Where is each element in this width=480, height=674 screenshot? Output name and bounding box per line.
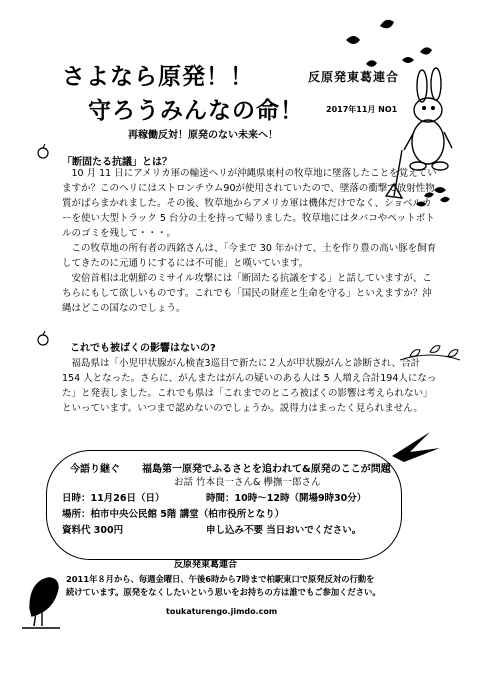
bird-icon [22,578,60,628]
issue-date: 2017年11月 NO1 [326,105,398,114]
website-link[interactable]: toukaturengo.jimdo.com [166,607,278,616]
paragraph: 福島県は「小児甲状腺がん検査3巡目で新たに２人が甲状腺がんと診断され、合計 154 人となった。さらに、がんまたはがんの疑いのある人は 5 人増え合計194人になった」と発表しました。これでも県は「これまでのところ被ばくの影響は考えられない」といっています。いつまで認めないのでしょうか。説得力はまったく見られません。 [62,358,437,414]
paragraph: 安倍首相は北朝鮮のミサイル攻撃には「断固たる抗議をする」と話していますが、こちらにもして欲しいものです。これでも「国民の財産と生命を守る」といえますか？沖縄はどこの国なのでしょう。 [62,273,432,314]
title-line-2: 守ろうみんなの命！ [88,98,304,124]
organization-name: 反原発東葛連合 [308,70,400,84]
event-time: 時間：10時〜12時（開場9時30分） [206,493,367,504]
slogan: 再稼働反対！原発のない未来へ！ [128,130,278,141]
event-fee: 資料代 300円 [62,525,124,536]
footer-line: 2011年８月から、毎週金曜日、午後6時から7時まで柏駅東口で原発反対の行動を [66,574,375,584]
event-title: 福島第一原発でふるさとを追われて&原発のここが問題 [142,464,391,475]
event-title-row [70,460,391,475]
paragraph: 10 月 11 日にアメリカ軍の輸送ヘリが沖縄県東村の牧草地に墜落したことを覚えていますか？このヘリにはストロンチウム90が使用されていたので、墜落の衝撃で放射性物質がばらまかれました。その後、牧草地からアメリカ軍は機体だけでなく、ショベルカーを使い大型トラック 5 台分の土を持って帰りました。牧草地にはタバコやペットボトルのゴミを残して・・・。 [62,168,437,239]
section-body-radiation [62,356,438,416]
paragraph: この牧草地の所有者の西銘さんは、「今まで 30 年かけて、土を作り豊の高い豚を飼育してきたのに元通りにするには不可能」と嘆いています。 [62,243,437,269]
section-heading-protest: 「断固たる抗議」とは？ [62,157,172,168]
event-speakers: お話 竹本良一さん& 欅撫一郎さん [174,477,321,488]
footer-organization: 反原発東葛連合 [174,560,238,570]
event-date: 日時：11月26日（日） [62,493,165,504]
footer-line: 続けています。原発をなくしたいという思いをお持ちの方は誰でもご参加ください。 [66,587,381,597]
event-fee-row [62,522,361,536]
event-tag: 今語り継ぐ [70,464,120,475]
swallow-icon [392,432,440,462]
title-line-1: さよなら原発！！ [62,64,254,90]
event-datetime-row [62,490,366,504]
event-notice: 申し込み不要 当日おいでください。 [206,525,362,536]
section-body-protest [62,166,438,316]
section-heading-radiation: これでも被ばくの影響はないの? [70,343,216,354]
event-venue: 場所：柏市中央公民館 5階 講堂（柏市役所となり） [62,509,285,520]
apple-icon [38,144,48,345]
footer-text [66,573,422,599]
